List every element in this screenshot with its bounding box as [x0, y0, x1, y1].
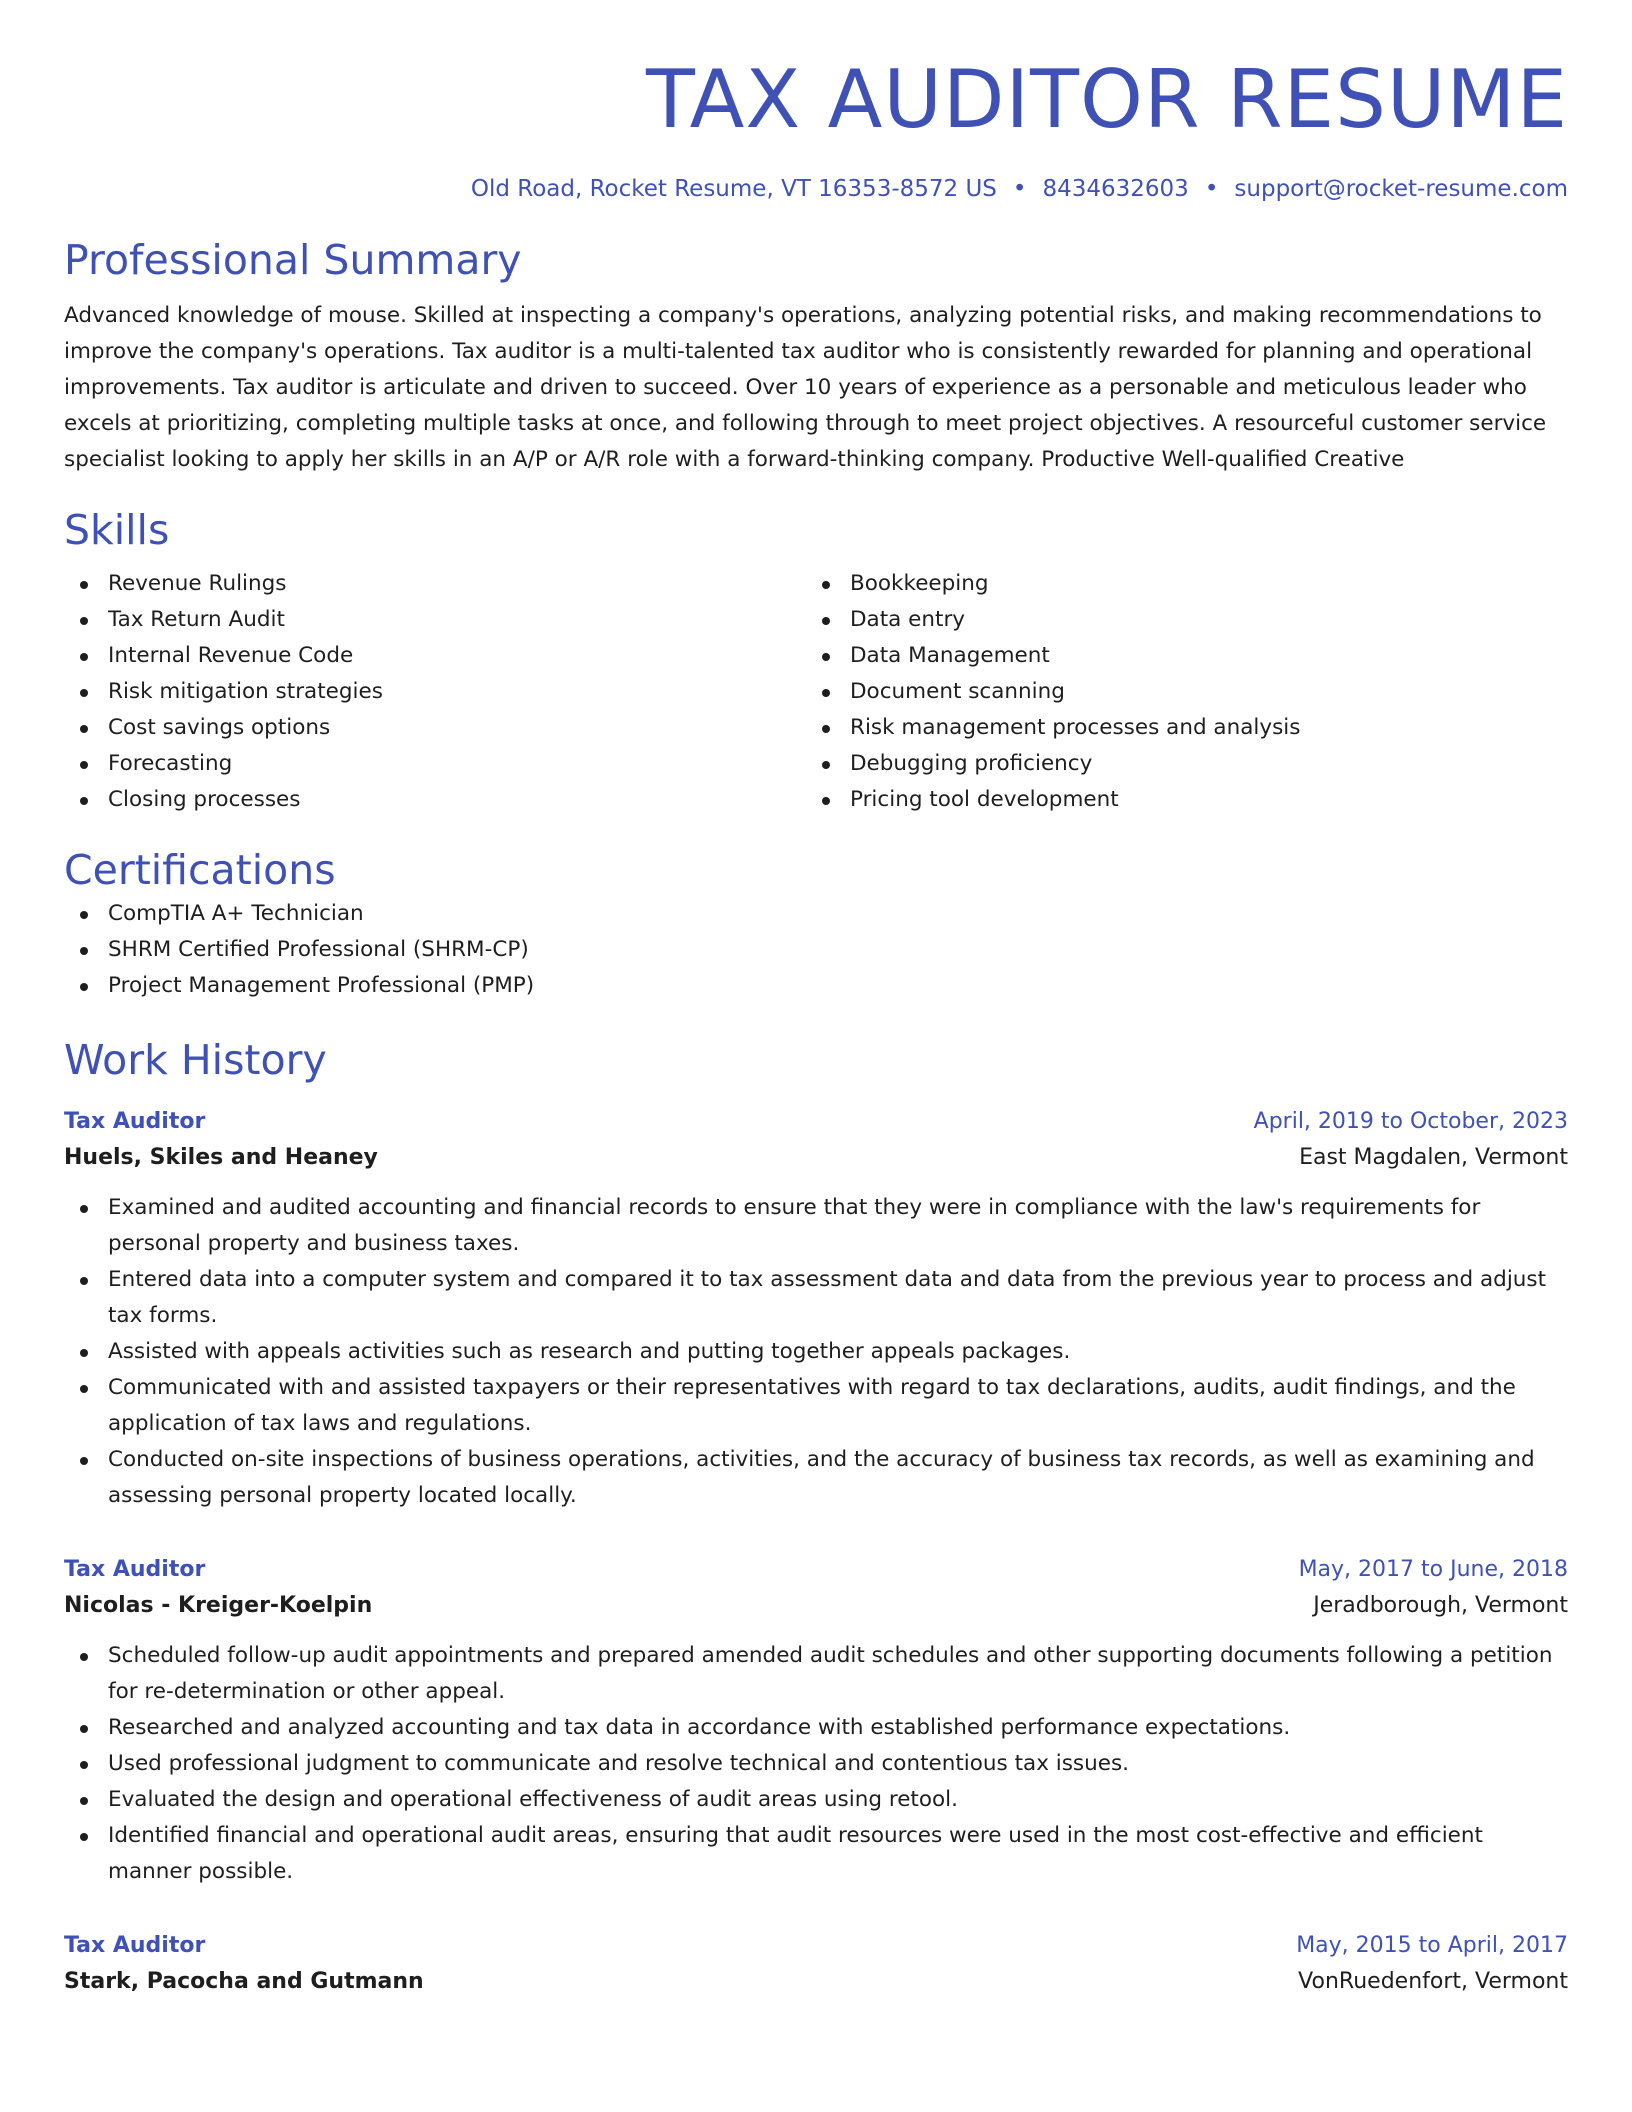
skills-column-left — [64, 566, 806, 818]
bullet-dot-icon — [80, 1761, 88, 1769]
bullet-dot-icon — [822, 617, 830, 625]
skill-item: Data entry — [806, 602, 1548, 638]
bullet-dot-icon — [80, 1349, 88, 1357]
contact-separator: • — [1012, 176, 1027, 202]
job-duties-list — [64, 1638, 1568, 1890]
job-duty-item: Scheduled follow-up audit appointments and prepared amended audit schedules and other supporting documents following a petition for re-determination or other appeal. — [64, 1638, 1568, 1710]
bullet-dot-icon — [80, 581, 88, 589]
skill-item: Bookkeeping — [806, 566, 1548, 602]
bullet-dot-icon — [80, 1833, 88, 1841]
skill-item: Closing processes — [64, 782, 806, 818]
bullet-dot-icon — [80, 947, 88, 955]
job-duty-item: Identified financial and operational audit areas, ensuring that audit resources were used in the most cost-effective and efficient manner possible. — [64, 1818, 1568, 1890]
job-title: Tax Auditor — [64, 1109, 206, 1134]
skill-item: Debugging proficiency — [806, 746, 1548, 782]
skill-item: Forecasting — [64, 746, 806, 782]
certification-item: SHRM Certified Professional (SHRM-CP) — [64, 932, 1568, 968]
job-duties-list — [64, 1190, 1568, 1514]
bullet-dot-icon — [80, 1797, 88, 1805]
certification-item: CompTIA A+ Technician — [64, 896, 1568, 932]
job-dates: May, 2015 to April, 2017 — [1296, 1933, 1568, 1958]
bullet-dot-icon — [80, 1725, 88, 1733]
skill-item: Cost savings options — [64, 710, 806, 746]
job-company: Huels, Skiles and Heaney — [64, 1145, 378, 1170]
contact-phone: 8434632603 — [1042, 176, 1189, 202]
skills-list-left — [64, 566, 806, 818]
bullet-dot-icon — [80, 689, 88, 697]
skill-item: Tax Return Audit — [64, 602, 806, 638]
job-location: East Magdalen, Vermont — [1299, 1145, 1568, 1170]
job-title: Tax Auditor — [64, 1933, 206, 1958]
job-dates: April, 2019 to October, 2023 — [1253, 1109, 1568, 1134]
contact-separator: • — [1204, 176, 1219, 202]
skill-item: Pricing tool development — [806, 782, 1548, 818]
job-duty-item: Researched and analyzed accounting and tax data in accordance with established performance expectations. — [64, 1710, 1568, 1746]
job-entry — [64, 1928, 1568, 2000]
certification-item: Project Management Professional (PMP) — [64, 968, 1568, 1004]
job-dates: May, 2017 to June, 2018 — [1298, 1557, 1568, 1582]
skill-item: Revenue Rulings — [64, 566, 806, 602]
bullet-dot-icon — [80, 653, 88, 661]
contact-email[interactable]: support@rocket-resume.com — [1234, 176, 1568, 202]
bullet-dot-icon — [80, 1653, 88, 1661]
work-history-heading: Work History — [64, 1036, 327, 1084]
job-duty-item: Conducted on-site inspections of business operations, activities, and the accuracy of business tax records, as well as examining and assessing personal property located locally. — [64, 1442, 1568, 1514]
bullet-dot-icon — [80, 617, 88, 625]
bullet-dot-icon — [80, 761, 88, 769]
skill-item: Risk mitigation strategies — [64, 674, 806, 710]
skill-item: Internal Revenue Code — [64, 638, 806, 674]
resume-title: TAX AUDITOR RESUME — [646, 53, 1568, 146]
bullet-dot-icon — [822, 653, 830, 661]
job-duty-item: Evaluated the design and operational effectiveness of audit areas using retool. — [64, 1782, 1568, 1818]
skill-item: Risk management processes and analysis — [806, 710, 1548, 746]
job-duty-item: Entered data into a computer system and compared it to tax assessment data and data from the previous year to process and adjust tax forms. — [64, 1262, 1568, 1334]
bullet-dot-icon — [80, 1205, 88, 1213]
job-location: Jeradborough, Vermont — [1313, 1593, 1568, 1618]
bullet-dot-icon — [822, 761, 830, 769]
job-duty-item: Examined and audited accounting and financial records to ensure that they were in compliance with the law's requirements for personal property and business taxes. — [64, 1190, 1568, 1262]
bullet-dot-icon — [80, 1457, 88, 1465]
bullet-dot-icon — [822, 797, 830, 805]
bullet-dot-icon — [822, 689, 830, 697]
skills-columns — [64, 566, 1568, 818]
skills-list-right — [806, 566, 1548, 818]
bullet-dot-icon — [80, 1385, 88, 1393]
skill-item: Data Management — [806, 638, 1548, 674]
job-duty-item: Used professional judgment to communicate and resolve technical and contentious tax issues. — [64, 1746, 1568, 1782]
resume-page — [64, 0, 1568, 2000]
summary-text: Advanced knowledge of mouse. Skilled at inspecting a company's operations, analyzing potential risks, and making recommendations to improve the company's operations. Tax auditor is a multi-talented tax auditor who is consistently rewarded for planning and operational improvements. Tax auditor is articulate and driven to succeed. Over 10 years of experience as a personable and meticulous leader who excels at prioritizing, completing multiple tasks at once, and following through to meet project objectives. A resourceful customer service specialist looking to apply her skills in an A/P or A/R role with a forward-thinking company. Productive Well-qualified Creative — [64, 303, 1547, 472]
job-company: Stark, Pacocha and Gutmann — [64, 1969, 424, 1994]
job-location: VonRuedenfort, Vermont — [1298, 1969, 1568, 1994]
contact-address: Old Road, Rocket Resume, VT 16353-8572 US — [470, 176, 997, 202]
bullet-dot-icon — [80, 911, 88, 919]
job-duty-item: Assisted with appeals activities such as research and putting together appeals packages. — [64, 1334, 1568, 1370]
skills-column-right — [806, 566, 1548, 818]
certifications-heading: Certifications — [64, 846, 336, 894]
summary-heading: Professional Summary — [64, 236, 522, 284]
bullet-dot-icon — [80, 1277, 88, 1285]
job-duty-item: Communicated with and assisted taxpayers or their representatives with regard to tax declarations, audits, audit findings, and the application of tax laws and regulations. — [64, 1370, 1568, 1442]
job-company: Nicolas - Kreiger-Koelpin — [64, 1593, 373, 1618]
bullet-dot-icon — [822, 725, 830, 733]
bullet-dot-icon — [80, 725, 88, 733]
contact-line — [64, 174, 1568, 204]
job-entry — [64, 1552, 1568, 1890]
skill-item: Document scanning — [806, 674, 1548, 710]
bullet-dot-icon — [80, 797, 88, 805]
job-entry — [64, 1104, 1568, 1514]
skills-heading: Skills — [64, 506, 170, 554]
job-title: Tax Auditor — [64, 1557, 206, 1582]
bullet-dot-icon — [80, 983, 88, 991]
bullet-dot-icon — [822, 581, 830, 589]
certifications-list — [64, 896, 1568, 1004]
